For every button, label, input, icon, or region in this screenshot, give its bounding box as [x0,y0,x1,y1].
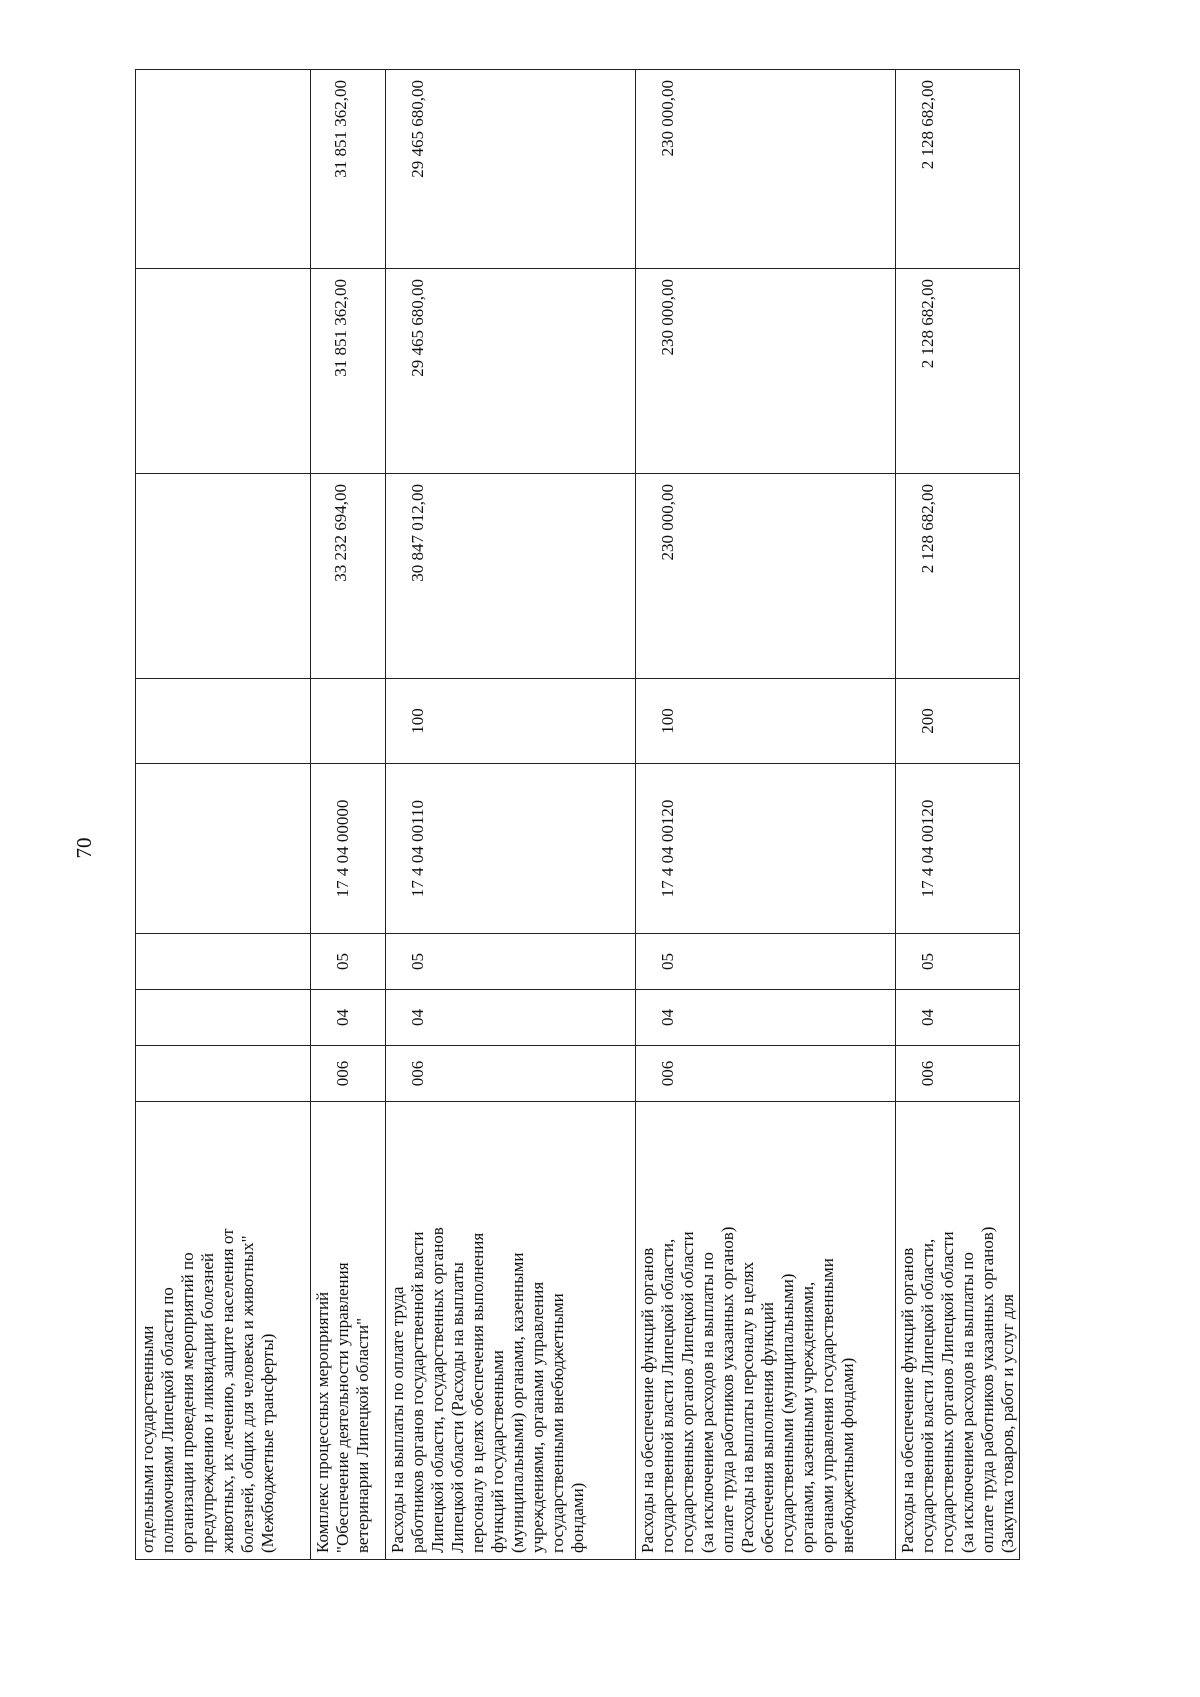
razdel-cell: 04 [311,990,386,1046]
expense-type-cell [136,679,311,764]
sum-year1-cell [136,474,311,679]
sum-year1-cell: 30 847 012,00 [386,474,636,679]
expense-type-cell [311,679,386,764]
razdel-cell [136,990,311,1046]
razdel-cell: 04 [636,990,896,1046]
table-row [136,70,311,1560]
razdel-cell: 04 [896,990,1020,1046]
table-row [386,70,636,1560]
sum-year3-cell: 230 000,00 [636,70,896,269]
podrazdel-cell [136,934,311,990]
target-article-cell: 17 4 04 00000 [311,764,386,934]
row-name-cell [386,1102,636,1560]
page-number: 70 [72,837,96,859]
table-row [896,70,1020,1560]
grbs-cell: 006 [636,1046,896,1102]
grbs-cell: 006 [896,1046,1020,1102]
row-name-cell [636,1102,896,1560]
sum-year3-cell: 31 851 362,00 [311,70,386,269]
grbs-cell: 006 [386,1046,636,1102]
podrazdel-cell: 05 [311,934,386,990]
podrazdel-cell: 05 [386,934,636,990]
podrazdel-cell: 05 [636,934,896,990]
grbs-cell: 006 [311,1046,386,1102]
sum-year2-cell: 31 851 362,00 [311,269,386,474]
row-name-text: Расходы на выплаты по оплате труда работников органов государственной власти Липецкой области, государственных органов Липецкой области (Расходы на выплаты персоналу в целях обеспечения выполнения функций государственными (муниципальными) органами, казенными учреждениями, органами управления государственными внебюджетными фондами) [388,1227,587,1553]
row-name-cell [896,1102,1020,1560]
row-name-cell [136,1102,311,1560]
sum-year1-cell: 230 000,00 [636,474,896,679]
row-name-text: Расходы на обеспечение функций органов государственной власти Липецкой области, государственных органов Липецкой области (за исключением расходов на выплаты по оплате труда работников указанных органов) (Закупка товаров, работ и услуг для [898,1226,1017,1553]
table-row [636,70,896,1560]
table-row [311,70,386,1560]
expense-type-cell: 200 [896,679,1020,764]
row-name-text: отдельными государственными полномочиями Липецкой области по организации проведения мероприятий по предупреждению и ликвидации болезней животных, их лечению, защите населения от болезней, общих для человека и животных" (Межбюджетные трансферты) [138,1228,277,1553]
row-name-text: Комплекс процессных мероприятий "Обеспечение деятельности управления ветеринарии Липецкой области" [313,1262,372,1553]
sum-year2-cell: 29 465 680,00 [386,269,636,474]
sum-year2-cell: 230 000,00 [636,269,896,474]
row-name-cell [311,1102,386,1560]
budget-table-rotated [135,70,1017,1560]
sum-year3-cell [136,70,311,269]
budget-table [135,69,1020,1560]
sum-year1-cell: 33 232 694,00 [311,474,386,679]
sum-year2-cell [136,269,311,474]
expense-type-cell: 100 [386,679,636,764]
sum-year2-cell: 2 128 682,00 [896,269,1020,474]
sum-year3-cell: 29 465 680,00 [386,70,636,269]
grbs-cell [136,1046,311,1102]
row-name-text: Расходы на обеспечение функций органов государственной власти Липецкой области, государственных органов Липецкой области (за исключением расходов на выплаты по оплате труда работников указанных органов) (Расходы на выплаты персоналу в целях обеспечения выполнения функций государственными (муниципальными) органами, казенными учреждениями, органами управления государственными внебюджетными фондами) [638,1226,857,1553]
sum-year1-cell: 2 128 682,00 [896,474,1020,679]
target-article-cell: 17 4 04 00120 [636,764,896,934]
expense-type-cell: 100 [636,679,896,764]
target-article-cell [136,764,311,934]
podrazdel-cell: 05 [896,934,1020,990]
sum-year3-cell: 2 128 682,00 [896,70,1020,269]
target-article-cell: 17 4 04 00120 [896,764,1020,934]
razdel-cell: 04 [386,990,636,1046]
target-article-cell: 17 4 04 00110 [386,764,636,934]
